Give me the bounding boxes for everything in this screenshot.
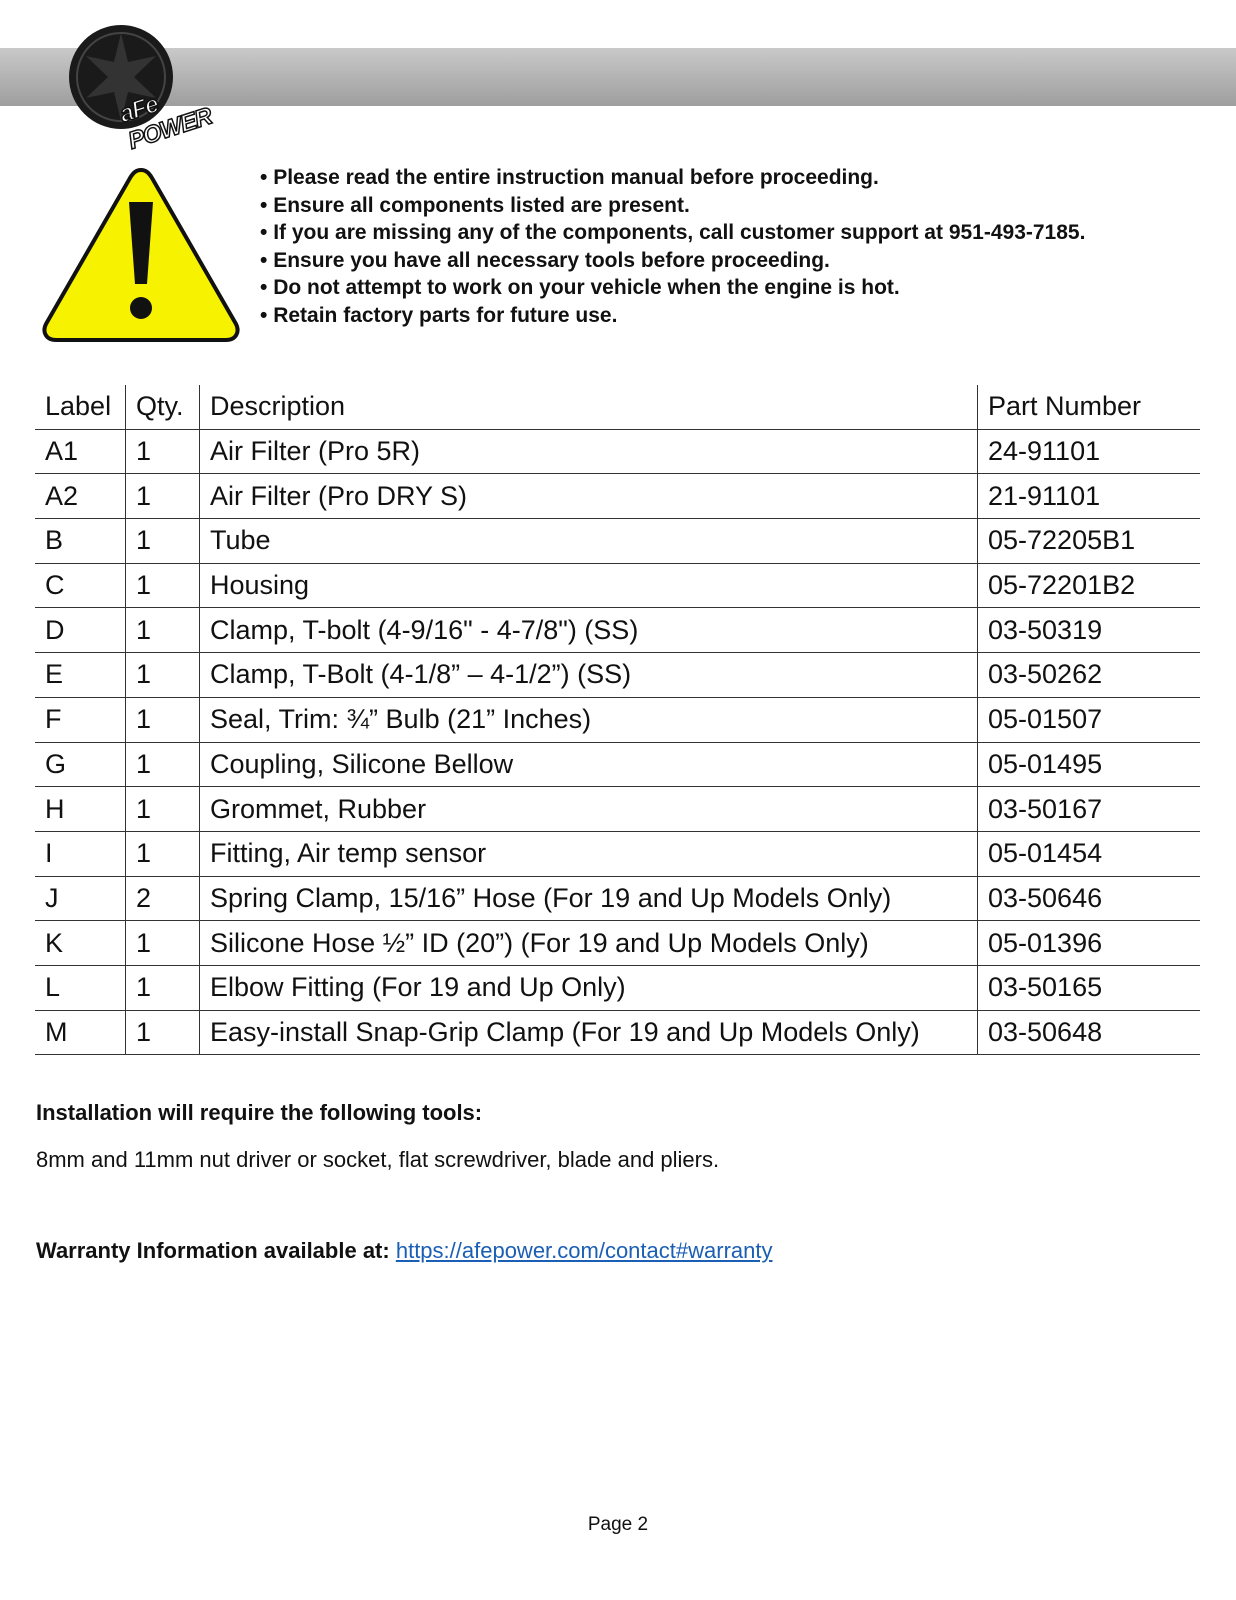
warning-item: • Do not attempt to work on your vehicle when the engine is hot.	[260, 274, 1085, 302]
table-row	[35, 787, 1200, 832]
table-row	[35, 474, 1200, 519]
cell-label: H	[35, 787, 126, 832]
tools-text: 8mm and 11mm nut driver or socket, flat screwdriver, blade and pliers.	[36, 1147, 720, 1172]
cell-description: Elbow Fitting (For 19 and Up Only)	[200, 965, 978, 1010]
table-row	[35, 965, 1200, 1010]
cell-part-number: 05-01454	[978, 831, 1201, 876]
cell-qty: 1	[126, 519, 200, 564]
cell-label: J	[35, 876, 126, 921]
table-row	[35, 608, 1200, 653]
cell-part-number: 05-72201B2	[978, 563, 1201, 608]
warning-list	[260, 164, 1085, 329]
cell-part-number: 03-50646	[978, 876, 1201, 921]
cell-qty: 1	[126, 742, 200, 787]
cell-part-number: 03-50262	[978, 653, 1201, 698]
page-number: Page 2	[587, 1514, 649, 1535]
cell-label: B	[35, 519, 126, 564]
warranty-label: Warranty Information available at:	[36, 1238, 390, 1263]
cell-label: M	[35, 1010, 126, 1055]
warning-item: • If you are missing any of the components, call customer support at 951-493-7185.	[260, 219, 1085, 247]
cell-qty: 1	[126, 787, 200, 832]
table-row	[35, 653, 1200, 698]
cell-qty: 1	[126, 965, 200, 1010]
afe-power-logo	[66, 22, 246, 155]
cell-qty: 1	[126, 921, 200, 966]
cell-part-number: 03-50165	[978, 965, 1201, 1010]
parts-table-body	[35, 429, 1200, 1055]
warranty-info	[36, 1238, 772, 1264]
table-row	[35, 697, 1200, 742]
cell-qty: 1	[126, 831, 200, 876]
table-row	[35, 876, 1200, 921]
column-header-qty: Qty.	[126, 385, 200, 429]
parts-table	[35, 385, 1200, 1055]
cell-qty: 1	[126, 1010, 200, 1055]
column-header-part-number: Part Number	[978, 385, 1201, 429]
table-row	[35, 429, 1200, 474]
table-row	[35, 519, 1200, 564]
cell-description: Seal, Trim: ¾” Bulb (21” Inches)	[200, 697, 978, 742]
table-row	[35, 742, 1200, 787]
cell-part-number: 05-01396	[978, 921, 1201, 966]
cell-part-number: 24-91101	[978, 429, 1201, 474]
cell-part-number: 05-01507	[978, 697, 1201, 742]
cell-part-number: 03-50319	[978, 608, 1201, 653]
cell-label: K	[35, 921, 126, 966]
cell-qty: 1	[126, 697, 200, 742]
cell-qty: 1	[126, 653, 200, 698]
cell-label: E	[35, 653, 126, 698]
warning-item: • Please read the entire instruction manual before proceeding.	[260, 164, 1085, 192]
table-row	[35, 563, 1200, 608]
cell-description: Coupling, Silicone Bellow	[200, 742, 978, 787]
cell-qty: 1	[126, 429, 200, 474]
warning-item: • Ensure all components listed are present.	[260, 192, 1085, 220]
cell-description: Fitting, Air temp sensor	[200, 831, 978, 876]
cell-label: D	[35, 608, 126, 653]
cell-label: G	[35, 742, 126, 787]
table-row	[35, 1010, 1200, 1055]
cell-description: Clamp, T-bolt (4-9/16" - 4-7/8") (SS)	[200, 608, 978, 653]
tools-heading: Installation will require the following tools:	[36, 1100, 483, 1125]
cell-qty: 1	[126, 563, 200, 608]
cell-description: Tube	[200, 519, 978, 564]
table-row	[35, 921, 1200, 966]
cell-description: Easy-install Snap-Grip Clamp (For 19 and Up Models Only)	[200, 1010, 978, 1055]
warranty-link[interactable]: https://afepower.com/contact#warranty	[395, 1238, 773, 1263]
cell-label: A2	[35, 474, 126, 519]
cell-part-number: 05-01495	[978, 742, 1201, 787]
cell-part-number: 03-50648	[978, 1010, 1201, 1055]
cell-qty: 2	[126, 876, 200, 921]
cell-label: F	[35, 697, 126, 742]
cell-part-number: 21-91101	[978, 474, 1201, 519]
cell-part-number: 03-50167	[978, 787, 1201, 832]
cell-label: C	[35, 563, 126, 608]
cell-description: Housing	[200, 563, 978, 608]
logo-text: aFe POWER	[116, 90, 215, 155]
cell-description: Spring Clamp, 15/16” Hose (For 19 and Up Models Only)	[200, 876, 978, 921]
warning-item: • Retain factory parts for future use.	[260, 302, 1085, 330]
cell-label: L	[35, 965, 126, 1010]
cell-description: Air Filter (Pro 5R)	[200, 429, 978, 474]
warning-item: • Ensure you have all necessary tools before proceeding.	[260, 247, 1085, 275]
cell-qty: 1	[126, 608, 200, 653]
cell-description: Grommet, Rubber	[200, 787, 978, 832]
cell-description: Clamp, T-Bolt (4-1/8” – 4-1/2”) (SS)	[200, 653, 978, 698]
column-header-label: Label	[35, 385, 126, 429]
cell-description: Air Filter (Pro DRY S)	[200, 474, 978, 519]
cell-part-number: 05-72205B1	[978, 519, 1201, 564]
cell-description: Silicone Hose ½” ID (20”) (For 19 and Up Models Only)	[200, 921, 978, 966]
column-header-description: Description	[200, 385, 978, 429]
table-header-row	[35, 385, 1200, 429]
warning-triangle-icon	[38, 164, 244, 346]
cell-label: A1	[35, 429, 126, 474]
cell-qty: 1	[126, 474, 200, 519]
cell-label: I	[35, 831, 126, 876]
table-row	[35, 831, 1200, 876]
